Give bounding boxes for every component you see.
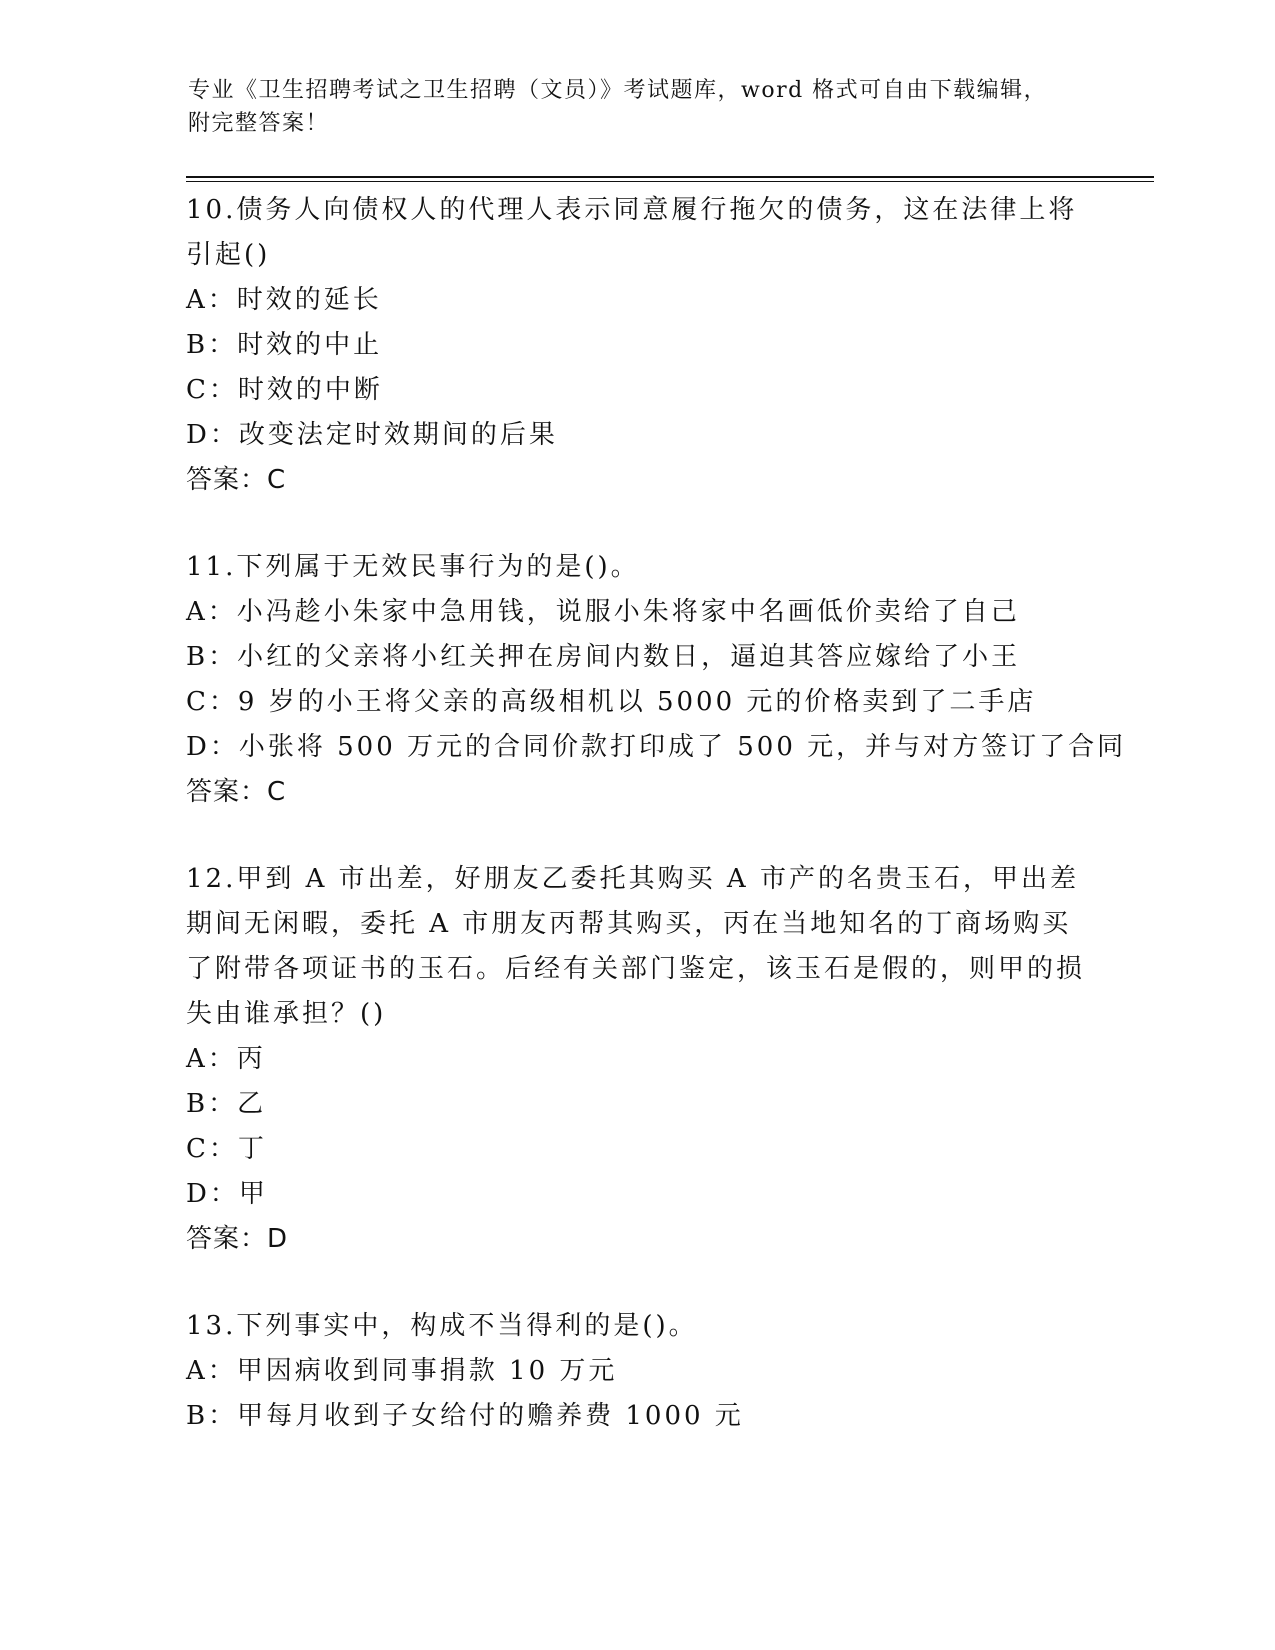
question-10: [186, 188, 1086, 503]
option-d: D：甲: [186, 1179, 268, 1209]
option-c: C：丁: [186, 1134, 267, 1164]
option-b: B：乙: [186, 1089, 267, 1119]
answer-line: 答案：D: [186, 1224, 289, 1254]
question-12: [186, 857, 1086, 1262]
answer-line: 答案：C: [186, 777, 287, 807]
option-b: B：小红的父亲将小红关押在房间内数日，逼迫其答应嫁给了小王: [186, 642, 1021, 672]
answer-line: 答案：C: [186, 465, 287, 495]
header-divider-thick: [186, 176, 1154, 178]
option-c: C：时效的中断: [186, 375, 383, 405]
document-header: 专业《卫生招聘考试之卫生招聘（文员）》考试题库，word 格式可自由下载编辑，附完整答案！: [188, 78, 1048, 136]
option-c: C：9 岁的小王将父亲的高级相机以 5000 元的价格卖到了二手店: [186, 687, 1037, 717]
option-a: A：小冯趁小朱家中急用钱，说服小朱将家中名画低价卖给了自己: [186, 597, 1020, 627]
option-a: A：时效的延长: [186, 285, 382, 315]
option-d: D：改变法定时效期间的后果: [186, 420, 558, 450]
question-stem: 13.下列事实中，构成不当得利的是()。: [186, 1311, 698, 1341]
option-d: D：小张将 500 万元的合同价款打印成了 500 元，并与对方签订了合同: [186, 732, 1127, 762]
question-stem: 10.债务人向债权人的代理人表示同意履行拖欠的债务，这在法律上将引起(): [186, 195, 1078, 270]
question-stem: 12.甲到 A 市出差，好朋友乙委托其购买 A 市产的名贵玉石，甲出差期间无闲暇，委托 A 市朋友丙帮其购买，丙在当地知名的丁商场购买了附带各项证书的玉石。后经有关部门鉴定，该玉石是假的，则甲的损失由谁承担？(): [186, 864, 1086, 1029]
option-b: B：甲每月收到子女给付的赡养费 1000 元: [186, 1401, 744, 1431]
option-a: A：甲因病收到同事捐款 10 万元: [186, 1356, 618, 1386]
option-b: B：时效的中止: [186, 330, 383, 360]
question-list: [186, 188, 1127, 1481]
question-13: [186, 1304, 1086, 1439]
question-11: [186, 545, 1127, 815]
option-a: A：丙: [186, 1044, 266, 1074]
header-divider-thin: [186, 181, 1154, 182]
question-stem: 11.下列属于无效民事行为的是()。: [186, 552, 640, 582]
